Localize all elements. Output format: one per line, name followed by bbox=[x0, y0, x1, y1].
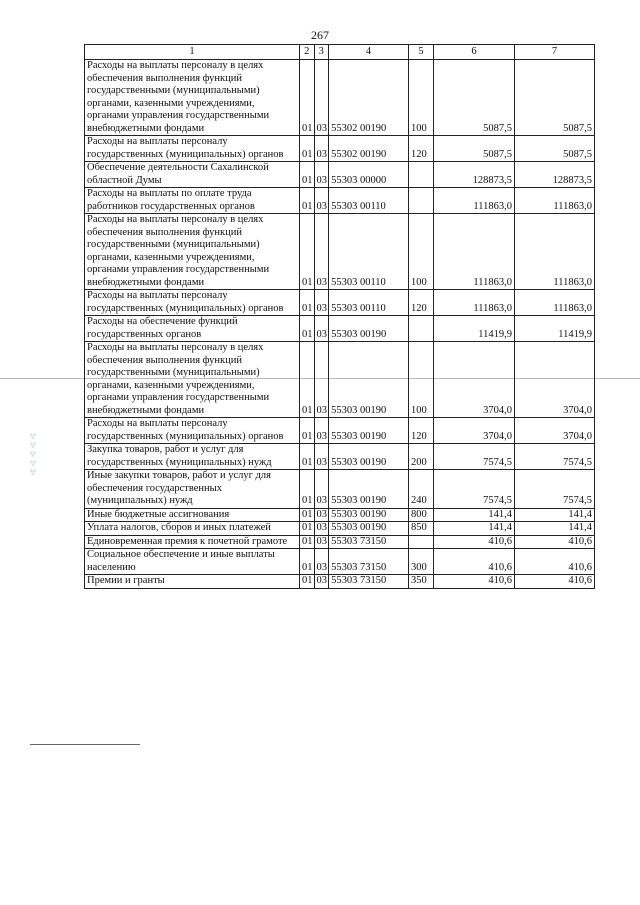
amount-col7-cell: 3704,0 bbox=[514, 342, 594, 418]
target-article-cell: 55303 00000 bbox=[329, 162, 409, 188]
amount-col6-cell: 410,6 bbox=[433, 535, 514, 549]
amount-col7-cell: 410,6 bbox=[514, 535, 594, 549]
expense-type-cell: 120 bbox=[409, 136, 434, 162]
target-article-cell: 55303 73150 bbox=[329, 535, 409, 549]
section-code-cell: 01 bbox=[300, 162, 315, 188]
target-article-cell: 55303 73150 bbox=[329, 549, 409, 575]
amount-col7-cell: 111863,0 bbox=[514, 290, 594, 316]
amount-col7-cell: 7574,5 bbox=[514, 444, 594, 470]
row-name-cell: Иные закупки товаров, работ и услуг для обеспечения государственных (муниципальных) нужд bbox=[85, 470, 300, 509]
table-row bbox=[85, 214, 595, 290]
amount-col7-cell: 5087,5 bbox=[514, 136, 594, 162]
subsection-code-cell: 03 bbox=[314, 508, 329, 522]
amount-col7-cell: 141,4 bbox=[514, 508, 594, 522]
row-name-cell: Закупка товаров, работ и услуг для государственных (муниципальных) нужд bbox=[85, 444, 300, 470]
amount-col6-cell: 111863,0 bbox=[433, 290, 514, 316]
amount-col6-cell: 7574,5 bbox=[433, 470, 514, 509]
section-code-cell: 01 bbox=[300, 316, 315, 342]
expense-type-cell: 200 bbox=[409, 444, 434, 470]
target-article-cell: 55303 00190 bbox=[329, 342, 409, 418]
amount-col6-cell: 111863,0 bbox=[433, 214, 514, 290]
expense-type-cell bbox=[409, 162, 434, 188]
target-article-cell: 55303 00190 bbox=[329, 522, 409, 536]
column-header: 5 bbox=[409, 45, 434, 60]
amount-col6-cell: 3704,0 bbox=[433, 418, 514, 444]
table-row bbox=[85, 470, 595, 509]
column-header: 2 bbox=[300, 45, 315, 60]
table-row bbox=[85, 418, 595, 444]
amount-col6-cell: 3704,0 bbox=[433, 342, 514, 418]
subsection-code-cell: 03 bbox=[314, 136, 329, 162]
subsection-code-cell: 03 bbox=[314, 549, 329, 575]
table-row bbox=[85, 290, 595, 316]
expense-type-cell: 100 bbox=[409, 60, 434, 136]
section-code-cell: 01 bbox=[300, 522, 315, 536]
expense-type-cell bbox=[409, 316, 434, 342]
table-row bbox=[85, 575, 595, 589]
expense-type-cell: 350 bbox=[409, 575, 434, 589]
target-article-cell: 55303 00110 bbox=[329, 290, 409, 316]
target-article-cell: 55303 00190 bbox=[329, 470, 409, 509]
row-name-cell: Расходы на выплаты персоналу государственных (муниципальных) органов bbox=[85, 136, 300, 162]
expense-type-cell: 120 bbox=[409, 418, 434, 444]
column-header: 6 bbox=[433, 45, 514, 60]
subsection-code-cell: 03 bbox=[314, 444, 329, 470]
expense-type-cell: 850 bbox=[409, 522, 434, 536]
amount-col6-cell: 410,6 bbox=[433, 549, 514, 575]
row-name-cell: Единовременная премия к почетной грамоте bbox=[85, 535, 300, 549]
amount-col6-cell: 11419,9 bbox=[433, 316, 514, 342]
table-header-row bbox=[85, 45, 595, 60]
expense-type-cell bbox=[409, 535, 434, 549]
subsection-code-cell: 03 bbox=[314, 188, 329, 214]
column-header: 3 bbox=[314, 45, 329, 60]
amount-col7-cell: 3704,0 bbox=[514, 418, 594, 444]
section-code-cell: 01 bbox=[300, 342, 315, 418]
amount-col6-cell: 141,4 bbox=[433, 522, 514, 536]
row-name-cell: Иные бюджетные ассигнования bbox=[85, 508, 300, 522]
amount-col7-cell: 410,6 bbox=[514, 549, 594, 575]
expense-type-cell: 100 bbox=[409, 214, 434, 290]
subsection-code-cell: 03 bbox=[314, 470, 329, 509]
amount-col7-cell: 7574,5 bbox=[514, 470, 594, 509]
expense-type-cell bbox=[409, 188, 434, 214]
table-row bbox=[85, 316, 595, 342]
section-code-cell: 01 bbox=[300, 535, 315, 549]
target-article-cell: 55303 00190 bbox=[329, 418, 409, 444]
amount-col6-cell: 141,4 bbox=[433, 508, 514, 522]
table-row bbox=[85, 162, 595, 188]
target-article-cell: 55302 00190 bbox=[329, 136, 409, 162]
amount-col6-cell: 128873,5 bbox=[433, 162, 514, 188]
section-code-cell: 01 bbox=[300, 508, 315, 522]
section-code-cell: 01 bbox=[300, 444, 315, 470]
row-name-cell: Расходы на выплаты персоналу государственных (муниципальных) органов bbox=[85, 290, 300, 316]
section-code-cell: 01 bbox=[300, 418, 315, 444]
table-row bbox=[85, 444, 595, 470]
row-name-cell: Обеспечение деятельности Сахалинской областной Думы bbox=[85, 162, 300, 188]
row-name-cell: Расходы на выплаты персоналу в целях обеспечения выполнения функций государственными (муниципальными) органами, казенными учреждениями, органами управления государственными внебюджетными фондами bbox=[85, 342, 300, 418]
target-article-cell: 55303 00190 bbox=[329, 444, 409, 470]
section-code-cell: 01 bbox=[300, 575, 315, 589]
row-name-cell: Расходы на обеспечение функций государственных органов bbox=[85, 316, 300, 342]
table-row bbox=[85, 136, 595, 162]
subsection-code-cell: 03 bbox=[314, 214, 329, 290]
subsection-code-cell: 03 bbox=[314, 418, 329, 444]
target-article-cell: 55303 00190 bbox=[329, 508, 409, 522]
margin-stamp-mark: ⁂⁂⁂⁂⁂ bbox=[29, 430, 37, 475]
column-header: 7 bbox=[514, 45, 594, 60]
section-code-cell: 01 bbox=[300, 290, 315, 316]
amount-col7-cell: 5087,5 bbox=[514, 60, 594, 136]
section-code-cell: 01 bbox=[300, 60, 315, 136]
amount-col7-cell: 128873,5 bbox=[514, 162, 594, 188]
table-row bbox=[85, 522, 595, 536]
amount-col7-cell: 111863,0 bbox=[514, 188, 594, 214]
expense-type-cell: 300 bbox=[409, 549, 434, 575]
section-code-cell: 01 bbox=[300, 188, 315, 214]
section-code-cell: 01 bbox=[300, 470, 315, 509]
table-row bbox=[85, 508, 595, 522]
section-code-cell: 01 bbox=[300, 136, 315, 162]
target-article-cell: 55303 00110 bbox=[329, 214, 409, 290]
amount-col7-cell: 111863,0 bbox=[514, 214, 594, 290]
target-article-cell: 55303 73150 bbox=[329, 575, 409, 589]
subsection-code-cell: 03 bbox=[314, 60, 329, 136]
subsection-code-cell: 03 bbox=[314, 316, 329, 342]
amount-col7-cell: 141,4 bbox=[514, 522, 594, 536]
column-header: 1 bbox=[85, 45, 300, 60]
subsection-code-cell: 03 bbox=[314, 575, 329, 589]
target-article-cell: 55303 00190 bbox=[329, 316, 409, 342]
section-code-cell: 01 bbox=[300, 549, 315, 575]
table-row bbox=[85, 188, 595, 214]
amount-col6-cell: 5087,5 bbox=[433, 136, 514, 162]
row-name-cell: Расходы на выплаты персоналу государственных (муниципальных) органов bbox=[85, 418, 300, 444]
row-name-cell: Расходы на выплаты персоналу в целях обеспечения выполнения функций государственными (муниципальными) органами, казенными учреждениями, органами управления государственными внебюджетными фондами bbox=[85, 214, 300, 290]
table-row bbox=[85, 60, 595, 136]
table-body bbox=[85, 60, 595, 589]
expense-type-cell: 240 bbox=[409, 470, 434, 509]
row-name-cell: Расходы на выплаты персоналу в целях обеспечения выполнения функций государственными (муниципальными) органами, казенными учреждениями, органами управления государственными внебюджетными фондами bbox=[85, 60, 300, 136]
amount-col6-cell: 410,6 bbox=[433, 575, 514, 589]
expense-type-cell: 800 bbox=[409, 508, 434, 522]
scan-line-mark bbox=[30, 744, 140, 745]
expense-type-cell: 100 bbox=[409, 342, 434, 418]
budget-table bbox=[84, 44, 595, 589]
amount-col7-cell: 410,6 bbox=[514, 575, 594, 589]
subsection-code-cell: 03 bbox=[314, 342, 329, 418]
target-article-cell: 55303 00110 bbox=[329, 188, 409, 214]
amount-col6-cell: 111863,0 bbox=[433, 188, 514, 214]
subsection-code-cell: 03 bbox=[314, 290, 329, 316]
target-article-cell: 55302 00190 bbox=[329, 60, 409, 136]
subsection-code-cell: 03 bbox=[314, 522, 329, 536]
subsection-code-cell: 03 bbox=[314, 162, 329, 188]
table-row bbox=[85, 535, 595, 549]
amount-col7-cell: 11419,9 bbox=[514, 316, 594, 342]
section-code-cell: 01 bbox=[300, 214, 315, 290]
row-name-cell: Премии и гранты bbox=[85, 575, 300, 589]
table-row bbox=[85, 549, 595, 575]
expense-type-cell: 120 bbox=[409, 290, 434, 316]
column-header: 4 bbox=[329, 45, 409, 60]
page-number: 267 bbox=[311, 28, 329, 42]
row-name-cell: Уплата налогов, сборов и иных платежей bbox=[85, 522, 300, 536]
amount-col6-cell: 7574,5 bbox=[433, 444, 514, 470]
subsection-code-cell: 03 bbox=[314, 535, 329, 549]
table-row bbox=[85, 342, 595, 418]
row-name-cell: Расходы на выплаты по оплате труда работников государственных органов bbox=[85, 188, 300, 214]
amount-col6-cell: 5087,5 bbox=[433, 60, 514, 136]
row-name-cell: Социальное обеспечение и иные выплаты населению bbox=[85, 549, 300, 575]
